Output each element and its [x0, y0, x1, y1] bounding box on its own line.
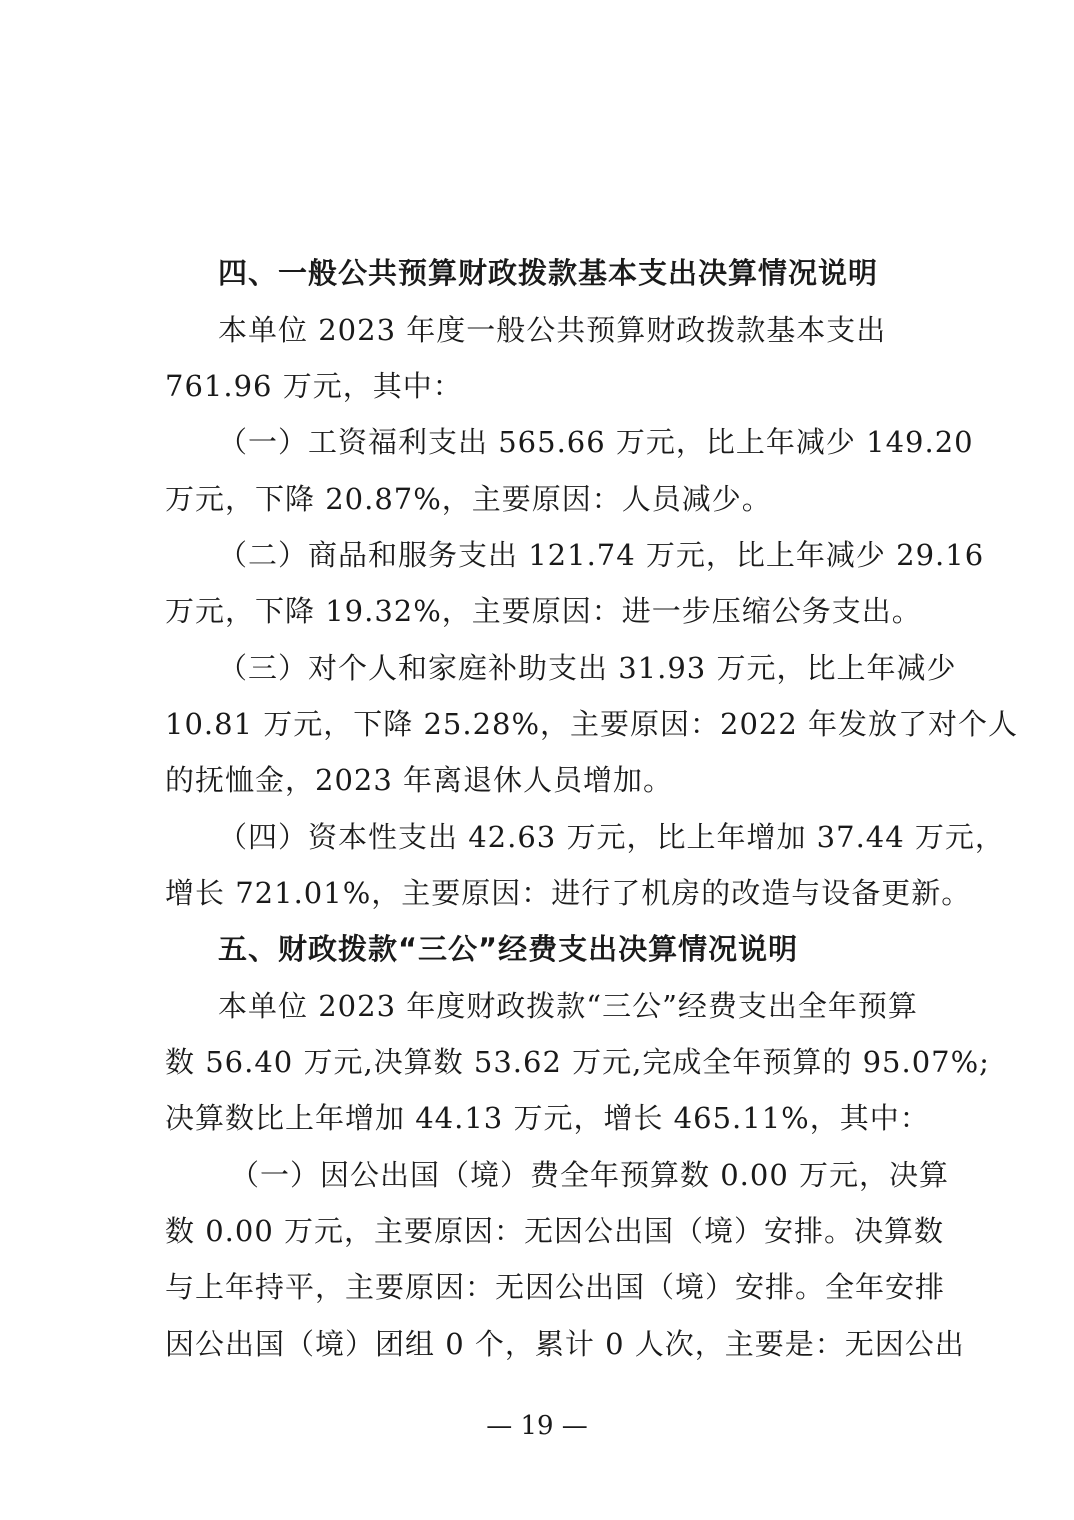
- section-4-item-1-line-1: （一）工资福利支出 565.66 万元，比上年减少 149.20: [218, 425, 974, 459]
- section-4-item-3-line-1: （三）对个人和家庭补助支出 31.93 万元，比上年减少: [218, 651, 957, 685]
- section-5-item-1-line-2: 数 0.00 万元，主要原因：无因公出国（境）安排。决算数: [165, 1214, 945, 1248]
- section-5-intro-line-1: 本单位 2023 年度财政拨款“三公”经费支出全年预算: [218, 989, 918, 1023]
- section-4-heading: 四、一般公共预算财政拨款基本支出决算情况说明: [218, 256, 879, 290]
- section-5-heading: 五、财政拨款“三公”经费支出决算情况说明: [218, 932, 799, 966]
- section-4-item-4-line-2: 增长 721.01%，主要原因：进行了机房的改造与设备更新。: [165, 876, 972, 910]
- section-4-item-4-line-1: （四）资本性支出 42.63 万元，比上年增加 37.44 万元，: [218, 820, 1005, 854]
- section-4-item-3-line-3: 的抚恤金，2023 年离退休人员增加。: [165, 763, 674, 797]
- section-5-item-1-line-3: 与上年持平，主要原因：无因公出国（境）安排。全年安排: [165, 1270, 946, 1304]
- section-4-intro-line-2: 761.96 万元，其中：: [165, 369, 463, 403]
- page-number: — 19 —: [486, 1411, 588, 1441]
- section-4-item-2-line-1: （二）商品和服务支出 121.74 万元，比上年减少 29.16: [218, 538, 985, 572]
- section-4-intro-line-1: 本单位 2023 年度一般公共预算财政拨款基本支出: [218, 313, 887, 347]
- section-4-item-1-line-2: 万元，下降 20.87%，主要原因：人员减少。: [165, 482, 772, 516]
- section-5-item-1-line-1: （一）因公出国（境）费全年预算数 0.00 万元，决算: [230, 1158, 950, 1192]
- section-5-intro-line-3: 决算数比上年增加 44.13 万元，增长 465.11%，其中：: [165, 1101, 930, 1135]
- section-4-item-3-line-2: 10.81 万元，下降 25.28%，主要原因：2022 年发放了对个人: [165, 707, 1019, 741]
- section-5-intro-line-2: 数 56.40 万元,决算数 53.62 万元,完成全年预算的 95.07%;: [165, 1045, 990, 1079]
- section-5-item-1-line-4: 因公出国（境）团组 0 个，累计 0 人次，主要是：无因公出: [165, 1327, 965, 1361]
- section-4-item-2-line-2: 万元，下降 19.32%，主要原因：进一步压缩公务支出。: [165, 594, 922, 628]
